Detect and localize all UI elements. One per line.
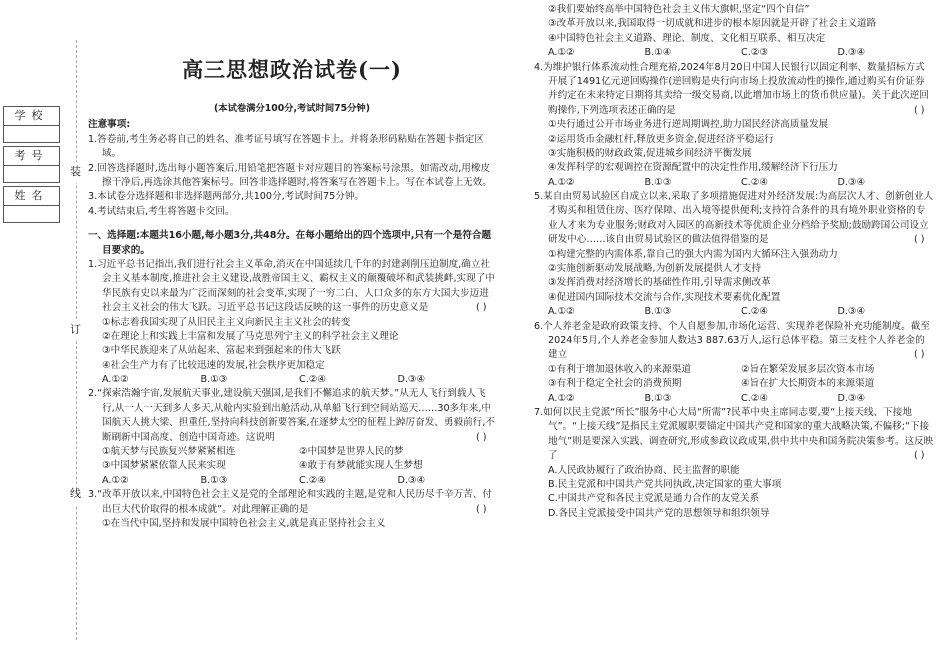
q3-statement: ①在当代中国,坚持和发展中国特色社会主义,就是真正坚持社会主义 (102, 517, 386, 529)
q1-statement: ④社会生产力有了比较迅速的发展,社会秩序更加稳定 (102, 359, 325, 371)
choice-b: B.①③ (200, 474, 228, 486)
choice-d: D.③④ (837, 47, 866, 59)
notice-item: 3.本试卷分选择题和非选择题两部分,共100分,考试时间75分钟。 (88, 191, 365, 203)
choice-d: D.③④ (397, 474, 426, 486)
exam-number-label: 考号 (4, 147, 59, 166)
choice-d: D.③④ (397, 374, 426, 386)
choice-b: B.①③ (644, 392, 672, 404)
q7-choice-c: C.中国共产党和各民主党派是通力合作的友党关系 (548, 493, 760, 505)
q3-statement: ②我们要始终高举中国特色社会主义伟大旗帜,坚定“四个自信” (548, 4, 810, 15)
q2-statement: ④敢于有梦就能实现人生梦想 (299, 460, 423, 472)
q6-statement: ②旨在繁荣发展多层次资本市场 (741, 363, 875, 375)
q2-choices (88, 474, 496, 488)
choice-a: A.①② (548, 176, 575, 188)
choice-d: D.③④ (837, 392, 866, 404)
question-3-stem: 3.“改革开放以来,中国特色社会主义是党的全部理论和实践的主题,是党和人民历尽千辛万苦、付出巨大代价取得的根本成就”。对此理解正确的是 ( ) (88, 489, 492, 515)
paper-title: 高三思想政治试卷(一) (182, 57, 402, 82)
cut-char-xian: 线 (70, 484, 81, 505)
school-field (3, 106, 60, 143)
choice-b: B.①④ (644, 47, 672, 59)
q1-statement: ②在理论上和实践上丰富和发展了马克思列宁主义的科学社会主义理论 (102, 330, 399, 342)
name-label: 姓名 (4, 187, 59, 206)
q5-statement: ②实施创新驱动发展战略,为创新发展提供人才支持 (548, 263, 762, 275)
choice-c: C.②④ (299, 374, 326, 386)
notice-item: 4.考试结束后,考生将答题卡交回。 (88, 205, 235, 217)
choice-c: C.②④ (741, 306, 768, 318)
q6-statement: ①有利于增加退休收入的来源渠道 (548, 363, 691, 375)
q3-statement: ③改革开放以来,我国取得一切成就和进步的根本原因就是开辟了社会主义道路 (548, 18, 877, 30)
left-column (88, 0, 496, 531)
question-6-stem: 6.个人养老金是政府政策支持、个人自愿参加,市场化运营、实现养老保险补充功能制度。截至2024年5月,个人养老金参加人数达3 887.63万人,运行总体平稳。第三支柱个人养老金的建立 ( ) (534, 320, 930, 361)
choice-a: A.①② (548, 306, 575, 318)
q4-statement: ①央行通过公开市场业务进行逆周期调控,助力国民经济高质量发展 (548, 119, 829, 131)
q5-choices (534, 305, 934, 319)
right-column (534, 0, 934, 521)
q4-statement: ③实施积极的财政政策,促进城乡间经济平衡发展 (548, 147, 752, 159)
section-heading: 一、选择题:本题共16小题,每小题3分,共48分。在每小题给出的四个选项中,只有一个是符合题目要求的。 (88, 230, 492, 256)
q7-choice-b: B.民主党派和中国共产党共同执政,决定国家的重大事项 (548, 478, 782, 490)
q5-statement: ④促进国内国际技术交流与合作,实现技术要素优化配置 (548, 291, 781, 303)
q2-statements (88, 445, 496, 474)
cut-char-zhuang: 装 (70, 162, 81, 183)
choice-b: B.①③ (200, 374, 228, 386)
choice-a: A.①② (102, 474, 129, 486)
q6-statement: ③有利于稳定全社会的消费预期 (548, 378, 682, 390)
binding-area (0, 0, 70, 659)
question-4-stem: 4.为维护银行体系流动性合理充裕,2024年8月20日中国人民银行以固定利率、数量招标方式开展了1491亿元逆回购操作(逆回购是央行向市场上投放流动性的操作,通过购买有价证券并约定在未来特定日期将其卖给一级交易商,以此增加市场上的货币供应量)。关于此次逆回购操作,下列选项表述正确的是 ( ) (534, 61, 929, 116)
choice-d: D.③④ (837, 176, 866, 188)
notice-item: 2.回答选择题时,选出每小题答案后,用铅笔把答题卡对应题目的答案标号涂黑。如需改动,用橡皮擦干净后,再选涂其他答案标号。回答非选择题时,将答案写在答题卡上。写在本试卷上无效。 (88, 162, 492, 188)
school-label: 学校 (4, 107, 59, 126)
q7-choice-d: D.各民主党派接受中国共产党的思想领导和组织领导 (548, 507, 770, 519)
q3-choices (534, 46, 934, 60)
choice-b: B.①③ (644, 176, 672, 188)
choice-a: A.①② (548, 392, 575, 404)
q6-choices (534, 392, 934, 406)
q6-statement: ④旨在扩大长期资本的来源渠道 (741, 378, 875, 390)
choice-a: A.①② (548, 47, 575, 59)
question-5-stem: 5.某自由贸易试验区自成立以来,采取了多项措施促进对外经济发展:为高层次人才、创新创业人才购买和租赁住房、医疗保障、出入境等提供便利;支持符合条件的具有境外职业资格的专业人才来为专业服务;财政对入园区的高新技术等优质企业分档给予奖励;鼓励跨国公司设立研发中心……该自由贸易试验区的做法值得借鉴的是 ( ) (534, 191, 934, 246)
choice-c: C.②④ (299, 474, 326, 486)
q4-statement: ④发挥科学的宏观调控在资源配置中的决定性作用,缓解经济下行压力 (548, 162, 838, 174)
choice-a: A.①② (102, 374, 129, 386)
question-2-stem: 2.“探索浩瀚宇宙,发展航天事业,建设航天强国,是我们不懈追求的航天梦。”从无人飞行到载人飞行,从一人一天到多人多天,从舱内实验到出舱活动,从单船飞行到空间站巡天……30多年来,中国航天人挑大梁、担重任,坚持向科技创新要答案,在逐梦太空的征程上踔厉奋发、勇毅前行,不断刷新中国高度、创造中国奇迹。这说明 ( ) (88, 388, 495, 443)
q4-statement: ②运用货币金融杠杆,释放更多资金,促进经济平稳运行 (548, 133, 774, 145)
q3-statement: ④中国特色社会主义道路、理论、制度、文化相互联系、相互决定 (548, 32, 826, 44)
q2-statement: ②中国梦是世界人民的梦 (299, 446, 404, 458)
q4-choices (534, 176, 934, 190)
choice-c: C.②③ (741, 47, 768, 59)
cut-char-ding: 订 (70, 320, 81, 341)
q5-statement: ③发挥消费对经济增长的基础性作用,引导需求侧改革 (548, 277, 771, 289)
choice-d: D.③④ (837, 306, 866, 318)
paper-subtitle: (本试卷满分100分,考试时间75分钟) (214, 102, 370, 114)
notice-heading: 注意事项: (88, 119, 131, 131)
q6-statements (534, 363, 934, 392)
notice-item: 1.答卷前,考生务必将自己的姓名、准考证号填写在答题卡上。并将条形码粘贴在答题卡指定区域。 (88, 133, 484, 160)
question-7-stem: 7.如何以民主党派“所长”服务中心大局“所需”?民革中央主席同志要,要“上接天线、下接地气”。“上接天线”是指民主党派履职要锚定中国共产党和国家的重大战略决策,不偏移;“下接地气”则是要深入实践、调查研究,形成参政议政成果,供中共中央和国务院决策参考。这反映了 ( ) (534, 406, 934, 462)
name-field (3, 186, 60, 223)
exam-number-field (3, 146, 60, 183)
q2-statement: ①航天梦与民族复兴梦紧紧相连 (102, 446, 236, 458)
question-1-stem: 1.习近平总书记指出,我们进行社会主义革命,消灭在中国延续几千年的封建剥削压迫制度,确立社会主义基本制度,推进社会主义建设,战胜帝国主义、霸权主义的颠覆破坏和武装挑衅,实现了中华民族有史以来最为广泛而深刻的社会变革,实现了一穷二白、人口众多的东方大国大步迈进社会主义社会的伟大飞跃。习近平总书记这段话反映的这一事件的历史意义是 ( ) (88, 258, 495, 314)
q1-choices (88, 373, 496, 387)
q5-statement: ①构建完整的内需体系,靠自己的强大内需为国内大循环注入强劲动力 (548, 248, 838, 260)
choice-c: C.②④ (741, 176, 768, 188)
q7-choice-a: A.人民政协履行了政治协商、民主监督的职能 (548, 464, 740, 476)
choice-c: C.②④ (741, 392, 768, 404)
q1-statement: ①标志着我国实现了从旧民主主义向新民主主义社会的转变 (102, 316, 351, 328)
choice-b: B.①③ (644, 306, 672, 318)
q1-statement: ③中华民族迎来了从站起来、富起来到强起来的伟大飞跃 (102, 345, 341, 357)
q2-statement: ③中国梦紧紧依靠人民来实现 (102, 460, 226, 472)
